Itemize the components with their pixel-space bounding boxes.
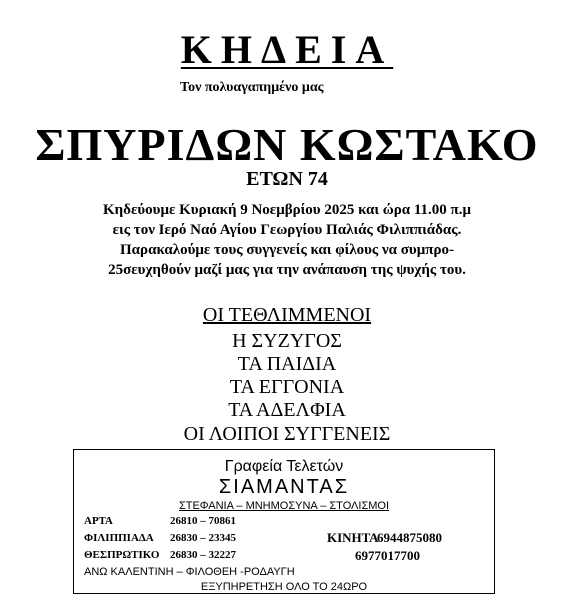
deceased-name: ΣΠΥΡΙΔΩΝ ΚΩΣΤΑΚΟ	[35, 119, 539, 170]
office-phone: 26830 – 23345	[170, 532, 236, 544]
service-areas: ΑΝΩ ΚΑΛΕΝΤΙΝΗ – ΦΙΛΟΘΕΗ -ΡΟΔΑΥΓΗ	[84, 566, 295, 578]
office-city: ΘΕΣΠΡΩΤΙΚΟ	[84, 549, 160, 561]
service-hours: ΕΞΥΠΗΡΕΤΗΣΗ ΟΛΟ ΤΟ 24ΩΡΟ	[200, 581, 368, 593]
funeral-home-box	[73, 449, 495, 594]
office-city: ΑΡΤΑ	[84, 515, 113, 527]
mourner-line: ΤΑ ΑΔΕΛΦΙΑ	[228, 399, 346, 421]
mobile-phone: 6944875080	[377, 530, 442, 545]
notice-subtitle: Τον πολυαγαπημένο μας	[180, 80, 324, 95]
announcement-line: Παρακαλούμε τους συγγενείς και φίλους να συμπρο-	[120, 242, 454, 258]
announcement-line: Κηδεύουμε Κυριακή 9 Νοεμβρίου 2025 και ώρα 11.00 π.μ	[103, 202, 471, 218]
announcement-line: 25σευχηθούν μαζί μας για την ανάπαυση της ψυχής του.	[108, 262, 466, 278]
mourner-line: Η ΣΥΖΥΓΟΣ	[232, 330, 342, 352]
office-phone: 26810 – 70861	[170, 515, 236, 527]
mourner-line: ΤΑ ΠΑΙΔΙΑ	[237, 353, 337, 375]
mobile-phone: 6977017700	[355, 548, 420, 563]
office-city: ΦΙΛΙΠΠΙΑΔΑ	[84, 532, 154, 544]
announcement-line: εις τον Ιερό Ναό Αγίου Γεωργίου Παλιάς Φιλιππιάδας.	[112, 222, 462, 238]
funeral-home-name: ΣΙΑΜΑΝΤΑΣ	[218, 476, 350, 498]
mobile-label: ΚΙΝΗΤΑ	[327, 530, 379, 545]
mourners-heading: ΟΙ ΤΕΘΛΙΜΜΕΝΟΙ	[202, 304, 372, 326]
office-phone: 26830 – 32227	[170, 549, 236, 561]
mourner-line: ΤΑ ΕΓΓΟΝΙΑ	[229, 376, 345, 398]
mourner-line: ΟΙ ΛΟΙΠΟΙ ΣΥΓΓΕΝΕΙΣ	[183, 423, 391, 445]
funeral-home-services: ΣΤΕΦΑΝΙΑ – ΜΝΗΜΟΣΥΝΑ – ΣΤΟΛΙΣΜΟΙ	[178, 500, 390, 512]
notice-title: ΚΗΔΕΙΑ	[180, 27, 394, 72]
deceased-age: ΕΤΩΝ 74	[246, 168, 328, 190]
funeral-home-title: Γραφεία Τελετών	[224, 458, 344, 475]
